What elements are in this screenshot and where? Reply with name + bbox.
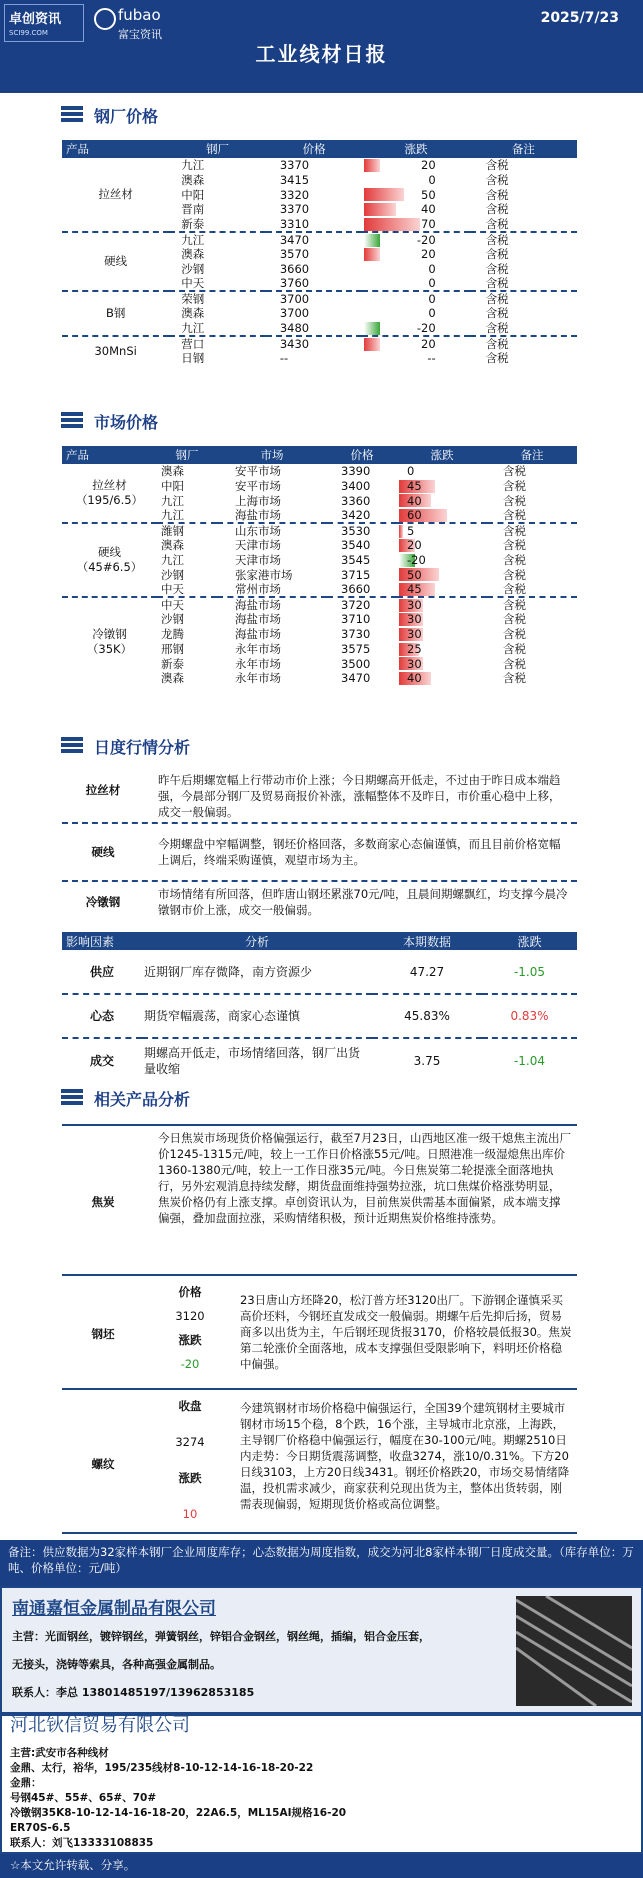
- product-cell: 30MnSi: [94, 344, 137, 359]
- change-cell: 20: [362, 158, 469, 173]
- factor-analysis: 期货窄幅震荡，商家心态谨慎: [142, 994, 372, 1038]
- change-cell: 0: [362, 276, 469, 291]
- mill-cell: 中阳: [161, 479, 184, 494]
- product-cell: 拉丝材: [62, 158, 169, 232]
- change-bar: [364, 159, 380, 172]
- logo-subtext: SCI99.COM: [9, 29, 48, 37]
- note-cell: 含税: [503, 641, 526, 656]
- change-cell: 40: [397, 493, 487, 508]
- change-bar: [364, 248, 380, 261]
- note-cell: 含税: [485, 173, 509, 188]
- change-bar: [364, 218, 420, 231]
- mill-cell: 中天: [157, 582, 217, 597]
- billet-price: 3120: [175, 1309, 205, 1323]
- market-table: [62, 446, 577, 686]
- market-cell: 上海市场: [235, 493, 281, 508]
- ad2-line: 冷镦钢35K8-10-12-14-16-18-20，22A6.5，ML15AI规格16-20: [10, 1807, 347, 1819]
- factor-row: [62, 1038, 577, 1082]
- change-cell: 0: [428, 261, 436, 276]
- note-cell: 含税: [485, 158, 509, 173]
- note-cell: 含税: [503, 612, 526, 627]
- note-cell: 含税: [503, 671, 526, 686]
- change-cell: 40: [362, 202, 469, 217]
- mill-cell: 晋南: [181, 202, 205, 217]
- market-cell: 张家港市场: [235, 567, 293, 582]
- price-cell: 3720: [341, 598, 371, 613]
- change-bar: [364, 338, 380, 351]
- change-cell: 30: [397, 612, 487, 627]
- mill-cell: 龙腾: [161, 627, 184, 642]
- billet-chg-label: 涨跌: [178, 1333, 202, 1347]
- mill-table: [62, 140, 577, 366]
- market-cell: 永年市场: [235, 671, 281, 686]
- change-cell: 45: [397, 479, 487, 494]
- change-cell: 20: [362, 336, 469, 351]
- mill-cell: 九江: [181, 232, 205, 247]
- mill-cell: 九江: [161, 493, 184, 508]
- change-bar: [364, 234, 380, 247]
- note-cell: 含税: [503, 656, 526, 671]
- change-cell: 40: [397, 671, 487, 686]
- note-cell: 含税: [485, 187, 509, 202]
- change-cell: 0: [407, 464, 415, 479]
- market-cell: 天津市场: [235, 553, 281, 568]
- market-header: 价格: [327, 446, 397, 464]
- note-cell: 含税: [485, 292, 509, 307]
- price-cell: 3700: [279, 292, 310, 307]
- mill-cell: 澳森: [161, 671, 184, 686]
- note-cell: 含税: [485, 336, 509, 351]
- mill-cell: 澳森: [181, 173, 205, 188]
- change-cell: 0: [428, 306, 436, 321]
- price-cell: 3500: [341, 656, 371, 671]
- section-title-daily: 日度行情分析: [94, 738, 191, 757]
- change-cell: -20: [397, 553, 487, 568]
- mill-cell: 中天: [161, 598, 184, 613]
- mill-cell: 九江: [169, 321, 266, 336]
- change-cell: 45: [397, 582, 487, 597]
- change-bar: [399, 525, 403, 538]
- logo2-subtext: 富宝资讯: [118, 28, 162, 41]
- change-cell: 20: [362, 247, 469, 262]
- note-cell: 含税: [485, 247, 509, 262]
- note-cell: 含税: [485, 232, 509, 247]
- related-label: 焦炭: [91, 1195, 115, 1209]
- price-cell: 3575: [341, 641, 371, 656]
- note-cell: 含税: [503, 598, 526, 613]
- price-cell: --: [279, 351, 289, 366]
- note-cell: 含税: [487, 582, 577, 597]
- price-cell: 3370: [279, 158, 310, 173]
- factor-label: 心态: [62, 994, 142, 1038]
- factor-row: [62, 950, 577, 994]
- factor-tbl: [62, 932, 577, 1082]
- related-text: 今日焦炭市场现货价格偏强运行，截至7月23日，山西地区准一级干熄焦主流出厂价1245-1315元/吨，较上一工作日价格涨55元/吨。日照港准一级湿熄焦出库价1360-1380元/吨，较上一工作日涨35元/吨。今日焦炭第二轮提涨全面落地执行，另外宏观消息持续发酵，期货盘面维持强势拉涨，坑口焦煤价格涨势明显，焦炭价格仍有上涨支撑。卓创资讯认为，目前焦炭供需基本面偏紧，成本端支撑偏强，叠加盘面拉涨，采购情绪积极，预计近期焦炭价格维持涨势。: [158, 1131, 571, 1225]
- report-date: 2025/7/23: [540, 10, 619, 26]
- section-title-related: 相关产品分析: [94, 1090, 191, 1109]
- change-bar: [364, 203, 396, 216]
- ad1-main2: 无接头，浇铸等索具，各种高强金属制品。: [12, 1658, 221, 1671]
- factor-header: 分析: [142, 932, 372, 950]
- ad-jiaheng: [0, 1586, 643, 1714]
- price-cell: 3730: [341, 627, 371, 642]
- market-header: 备注: [487, 446, 577, 464]
- mill-header: 钢厂: [169, 140, 266, 158]
- note-cell: 含税: [470, 276, 577, 291]
- change-cell: 50: [362, 187, 469, 202]
- ad2-company: 河北钬信贸易有限公司: [10, 1715, 190, 1736]
- note-cell: 含税: [503, 538, 526, 553]
- factor-label: 供应: [62, 950, 142, 994]
- price-cell: 3430: [279, 336, 310, 351]
- change-cell: 60: [397, 508, 487, 523]
- mill-cell: 潍钢: [161, 524, 184, 539]
- report-title: 工业线材日报: [255, 42, 388, 66]
- price-cell: 3480: [266, 321, 363, 336]
- price-cell: 3320: [279, 187, 310, 202]
- market-row: [62, 464, 577, 479]
- product-cell: B钢: [62, 291, 169, 336]
- market-cell: 天津市场: [235, 538, 281, 553]
- mill-row: [62, 336, 577, 351]
- mill-cell: 澳森: [181, 247, 205, 262]
- note-cell: 含税: [503, 553, 526, 568]
- change-cell: 20: [397, 538, 487, 553]
- daily-text: 市场情绪有所回落，但昨唐山钢坯累涨70元/吨，且晨间期螺飘红，均支撑今晨冷镦钢市价上涨，成交一般偏弱。: [158, 887, 568, 917]
- factor-value: 47.27: [372, 950, 482, 994]
- footnote: 备注：供应数据为32家样本钢厂企业周度库存；心态数据为周度指数，成交为河北8家样本钢厂日度成交量。（库存单位：万吨、价格单位：元/吨）: [0, 1540, 643, 1586]
- market-cell: 海盐市场: [235, 598, 281, 613]
- mill-row: [62, 291, 577, 306]
- price-cell: 3540: [341, 538, 371, 553]
- ad-huoxin: [0, 1714, 643, 1854]
- market-cell: 安平市场: [235, 479, 281, 494]
- mill-row: [62, 232, 577, 247]
- change-cell: 50: [397, 567, 487, 582]
- product-cell: 拉丝材 （195/6.5）: [62, 464, 157, 523]
- note-cell: 含税: [485, 202, 509, 217]
- mill-cell: 中阳: [181, 187, 205, 202]
- market-header: 钢厂: [157, 446, 217, 464]
- product-cell: 硬线: [62, 232, 169, 291]
- daily-row-cold: [62, 886, 577, 930]
- daily-text: 昨午后期螺宽幅上行带动市价上涨；今日期螺高开低走，不过由于昨日成本端趋强，今晨部分钢厂及贸易商报价补涨，涨幅整体不及昨日，市价重心稳中上移，成交一般偏弱。: [158, 773, 561, 819]
- ad2-line: 金鼎：: [10, 1777, 42, 1789]
- factor-header: 影响因素: [62, 932, 142, 950]
- ad1-main: 主营：光面钢丝，镀锌钢丝，弹簧钢丝，锌铝合金钢丝，钢丝绳，插编，铝合金压套，: [12, 1630, 430, 1643]
- change-cell: 30: [397, 627, 487, 642]
- market-cell: 永年市场: [235, 656, 281, 671]
- note-cell: 含税: [503, 627, 526, 642]
- mill-cell: 澳森: [161, 538, 184, 553]
- rebar-close-label: 收盘: [178, 1399, 202, 1413]
- market-header: 涨跌: [397, 446, 487, 464]
- daily-row-hard: [62, 836, 577, 882]
- price-cell: 3530: [341, 524, 371, 539]
- related-text: 23日唐山方坯降20，松汀普方坯3120出厂。下游钢企谨慎采买高价坯料，今钢坯直发成交一般偏弱。期螺午后先抑后扬，贸易商多以出货为主，午后钢坯现货报3170，价格较晨低报30。焦炭第二轮涨价全面落地，成本支撑强但受限影响下，料明坯价格稳中偏强。: [240, 1293, 572, 1371]
- price-cell: 3715: [341, 567, 371, 582]
- factor-value: 3.75: [413, 1053, 441, 1068]
- change-cell: 30: [397, 656, 487, 671]
- product-cell: 硬线 （45#6.5）: [62, 523, 157, 597]
- mill-header: 涨跌: [362, 140, 469, 158]
- ad2-line: 主营:武安市各种线材: [10, 1747, 109, 1759]
- factor-change: -1.05: [482, 950, 577, 994]
- mill-row: [62, 158, 577, 173]
- change-cell: -20: [362, 232, 469, 247]
- daily-label: 拉丝材: [85, 783, 121, 797]
- price-cell: 3760: [266, 276, 363, 291]
- note-cell: 含税: [503, 464, 526, 479]
- related-coke: [62, 1124, 577, 1276]
- factor-change: -1.04: [513, 1053, 546, 1068]
- factor-analysis: 近期钢厂库存微降，南方资源少: [142, 950, 372, 994]
- daily-label: 硬线: [91, 845, 115, 859]
- wire-rope-image: [516, 1596, 632, 1706]
- ad2-line: 联系人：刘飞13333108835: [10, 1837, 154, 1849]
- daily-text: 今期螺盘中窄幅调整，钢坯价格回落，多数商家心态偏谨慎，而且目前价格宽幅上调后，终端采购谨慎，观望市场为主。: [158, 837, 561, 867]
- mill-cell: 九江: [181, 158, 205, 173]
- market-cell: 永年市场: [235, 641, 281, 656]
- change-cell: 30: [397, 597, 487, 612]
- section-title-market: 市场价格: [94, 413, 159, 432]
- change-cell: 5: [397, 523, 487, 538]
- rebar-close: 3274: [175, 1435, 205, 1449]
- factor-header: 涨跌: [482, 932, 577, 950]
- price-cell: 3660: [279, 261, 310, 276]
- ad1-contact: 联系人：李总 13801485197/13962853185: [12, 1686, 255, 1699]
- mill-cell: 中天: [169, 276, 266, 291]
- ad1-company: 南通嘉恒金属制品有限公司: [12, 1599, 216, 1619]
- share-note: ☆本文允许转载、分享。: [0, 1854, 643, 1878]
- sci99-logo: [4, 4, 84, 42]
- market-cell: 山东市场: [235, 524, 281, 539]
- note-cell: 含税: [503, 567, 526, 582]
- mill-cell: 澳森: [181, 306, 205, 321]
- mill-cell: 新泰: [161, 656, 184, 671]
- change-cell: --: [427, 351, 436, 366]
- factor-value: 45.83%: [372, 994, 482, 1038]
- price-cell: 3420: [327, 508, 397, 523]
- factor-change: 0.83%: [482, 994, 577, 1038]
- factor-header: 本期数据: [372, 932, 482, 950]
- ad2-line: ER70S-6.5: [10, 1822, 71, 1834]
- price-cell: 3360: [341, 493, 371, 508]
- note-cell: 含税: [485, 261, 509, 276]
- price-cell: 3415: [279, 173, 310, 188]
- price-cell: 3370: [279, 202, 310, 217]
- ad2-line: 金鼎、太行，裕华，195/235线材8-10-12-14-16-18-20-22: [10, 1762, 314, 1774]
- header-banner: [0, 0, 643, 96]
- price-cell: 3660: [327, 582, 397, 597]
- mill-cell: 营口: [181, 336, 205, 351]
- note-cell: 含税: [503, 524, 526, 539]
- price-cell: 3470: [279, 232, 310, 247]
- mill-header: 备注: [470, 140, 577, 158]
- market-cell: 海盐市场: [235, 627, 281, 642]
- ad2-line: 号钢45#、55#、65#、70#: [10, 1792, 157, 1804]
- factor-row: [62, 994, 577, 1038]
- billet-price-label: 价格: [178, 1285, 202, 1299]
- note-cell: 含税: [503, 493, 526, 508]
- related-label: 钢坯: [91, 1327, 115, 1341]
- price-cell: 3400: [341, 479, 371, 494]
- mill-cell: 沙钢: [181, 261, 205, 276]
- change-cell: 25: [397, 642, 487, 657]
- mill-cell: 九江: [161, 553, 184, 568]
- factor-label: 成交: [89, 1053, 114, 1068]
- mill-cell: 九江: [157, 508, 217, 523]
- price-cell: 3310: [266, 217, 363, 232]
- note-cell: 含税: [485, 306, 509, 321]
- note-cell: 含税: [470, 321, 577, 336]
- change-cell: 0: [428, 292, 436, 307]
- mill-header: 产品: [62, 140, 169, 158]
- note-cell: 含税: [470, 217, 577, 232]
- section-title-mill: 钢厂价格: [94, 107, 159, 126]
- price-cell: 3390: [341, 464, 371, 479]
- rebar-chg: 10: [182, 1507, 198, 1521]
- change-cell: -20: [362, 321, 469, 336]
- mill-cell: 日钢: [181, 351, 205, 366]
- billet-chg: -20: [180, 1357, 200, 1371]
- change-cell: 0: [428, 173, 436, 188]
- price-cell: 3570: [279, 247, 310, 262]
- mill-header: 价格: [266, 140, 363, 158]
- market-header: 市场: [217, 446, 327, 464]
- daily-label: 冷镦钢: [85, 895, 121, 909]
- related-text: 今建筑钢材市场价格稳中偏强运行，全国39个建筑钢材主要城市钢材市场15个稳，8个跌，16个涨，主导城市北京涨，上海跌，主导钢厂价格稳中偏强运行，幅度在30-100元/吨。期螺2510日内走势：今日期货震荡调整，收盘3274，涨10/0.31%。下方20日线3103，上方20日线3431。钢坯价格跌20，市场交易情绪降温，投机需求减少，商家获利兑现出货为主，整体出货转弱，刚需表现偏弱，短期现货价格或高位调整。: [240, 1401, 570, 1511]
- price-cell: 3545: [341, 553, 371, 568]
- mill-cell: 荣钢: [181, 292, 205, 307]
- related-label: 螺纹: [91, 1457, 115, 1471]
- market-row: [62, 523, 577, 538]
- fubao-circle-icon: [94, 8, 116, 30]
- mill-cell: 沙钢: [161, 567, 184, 582]
- note-cell: 含税: [485, 351, 509, 366]
- change-cell: 70: [362, 217, 469, 232]
- market-cell: 常州市场: [217, 582, 327, 597]
- daily-row-wire: [62, 772, 577, 824]
- mill-cell: 新泰: [169, 217, 266, 232]
- price-cell: 3470: [341, 671, 371, 686]
- fubao-logo: [92, 4, 202, 42]
- related-billet: [62, 1282, 577, 1390]
- change-bar: [364, 322, 380, 335]
- logo-text: 卓创资讯: [9, 12, 62, 27]
- rebar-chg-label: 涨跌: [178, 1471, 202, 1485]
- change-bar: [364, 188, 404, 201]
- mill-cell: 邢钢: [161, 641, 184, 656]
- logo2-text: fubao: [118, 6, 161, 24]
- market-cell: 安平市场: [235, 464, 281, 479]
- mill-cell: 澳森: [161, 464, 184, 479]
- related-rebar: [62, 1394, 577, 1534]
- mill-cell: 沙钢: [161, 612, 184, 627]
- product-cell: 冷镦钢 （35K）: [86, 626, 133, 656]
- market-header: 产品: [62, 446, 157, 464]
- factor-analysis: 期螺高开低走，市场情绪回落，钢厂出货量收缩: [144, 1045, 361, 1076]
- note-cell: 含税: [487, 508, 577, 523]
- market-cell: 海盐市场: [217, 508, 327, 523]
- market-cell: 海盐市场: [235, 612, 281, 627]
- price-cell: 3700: [279, 306, 310, 321]
- price-cell: 3710: [341, 612, 371, 627]
- market-row: [62, 597, 577, 612]
- note-cell: 含税: [503, 479, 526, 494]
